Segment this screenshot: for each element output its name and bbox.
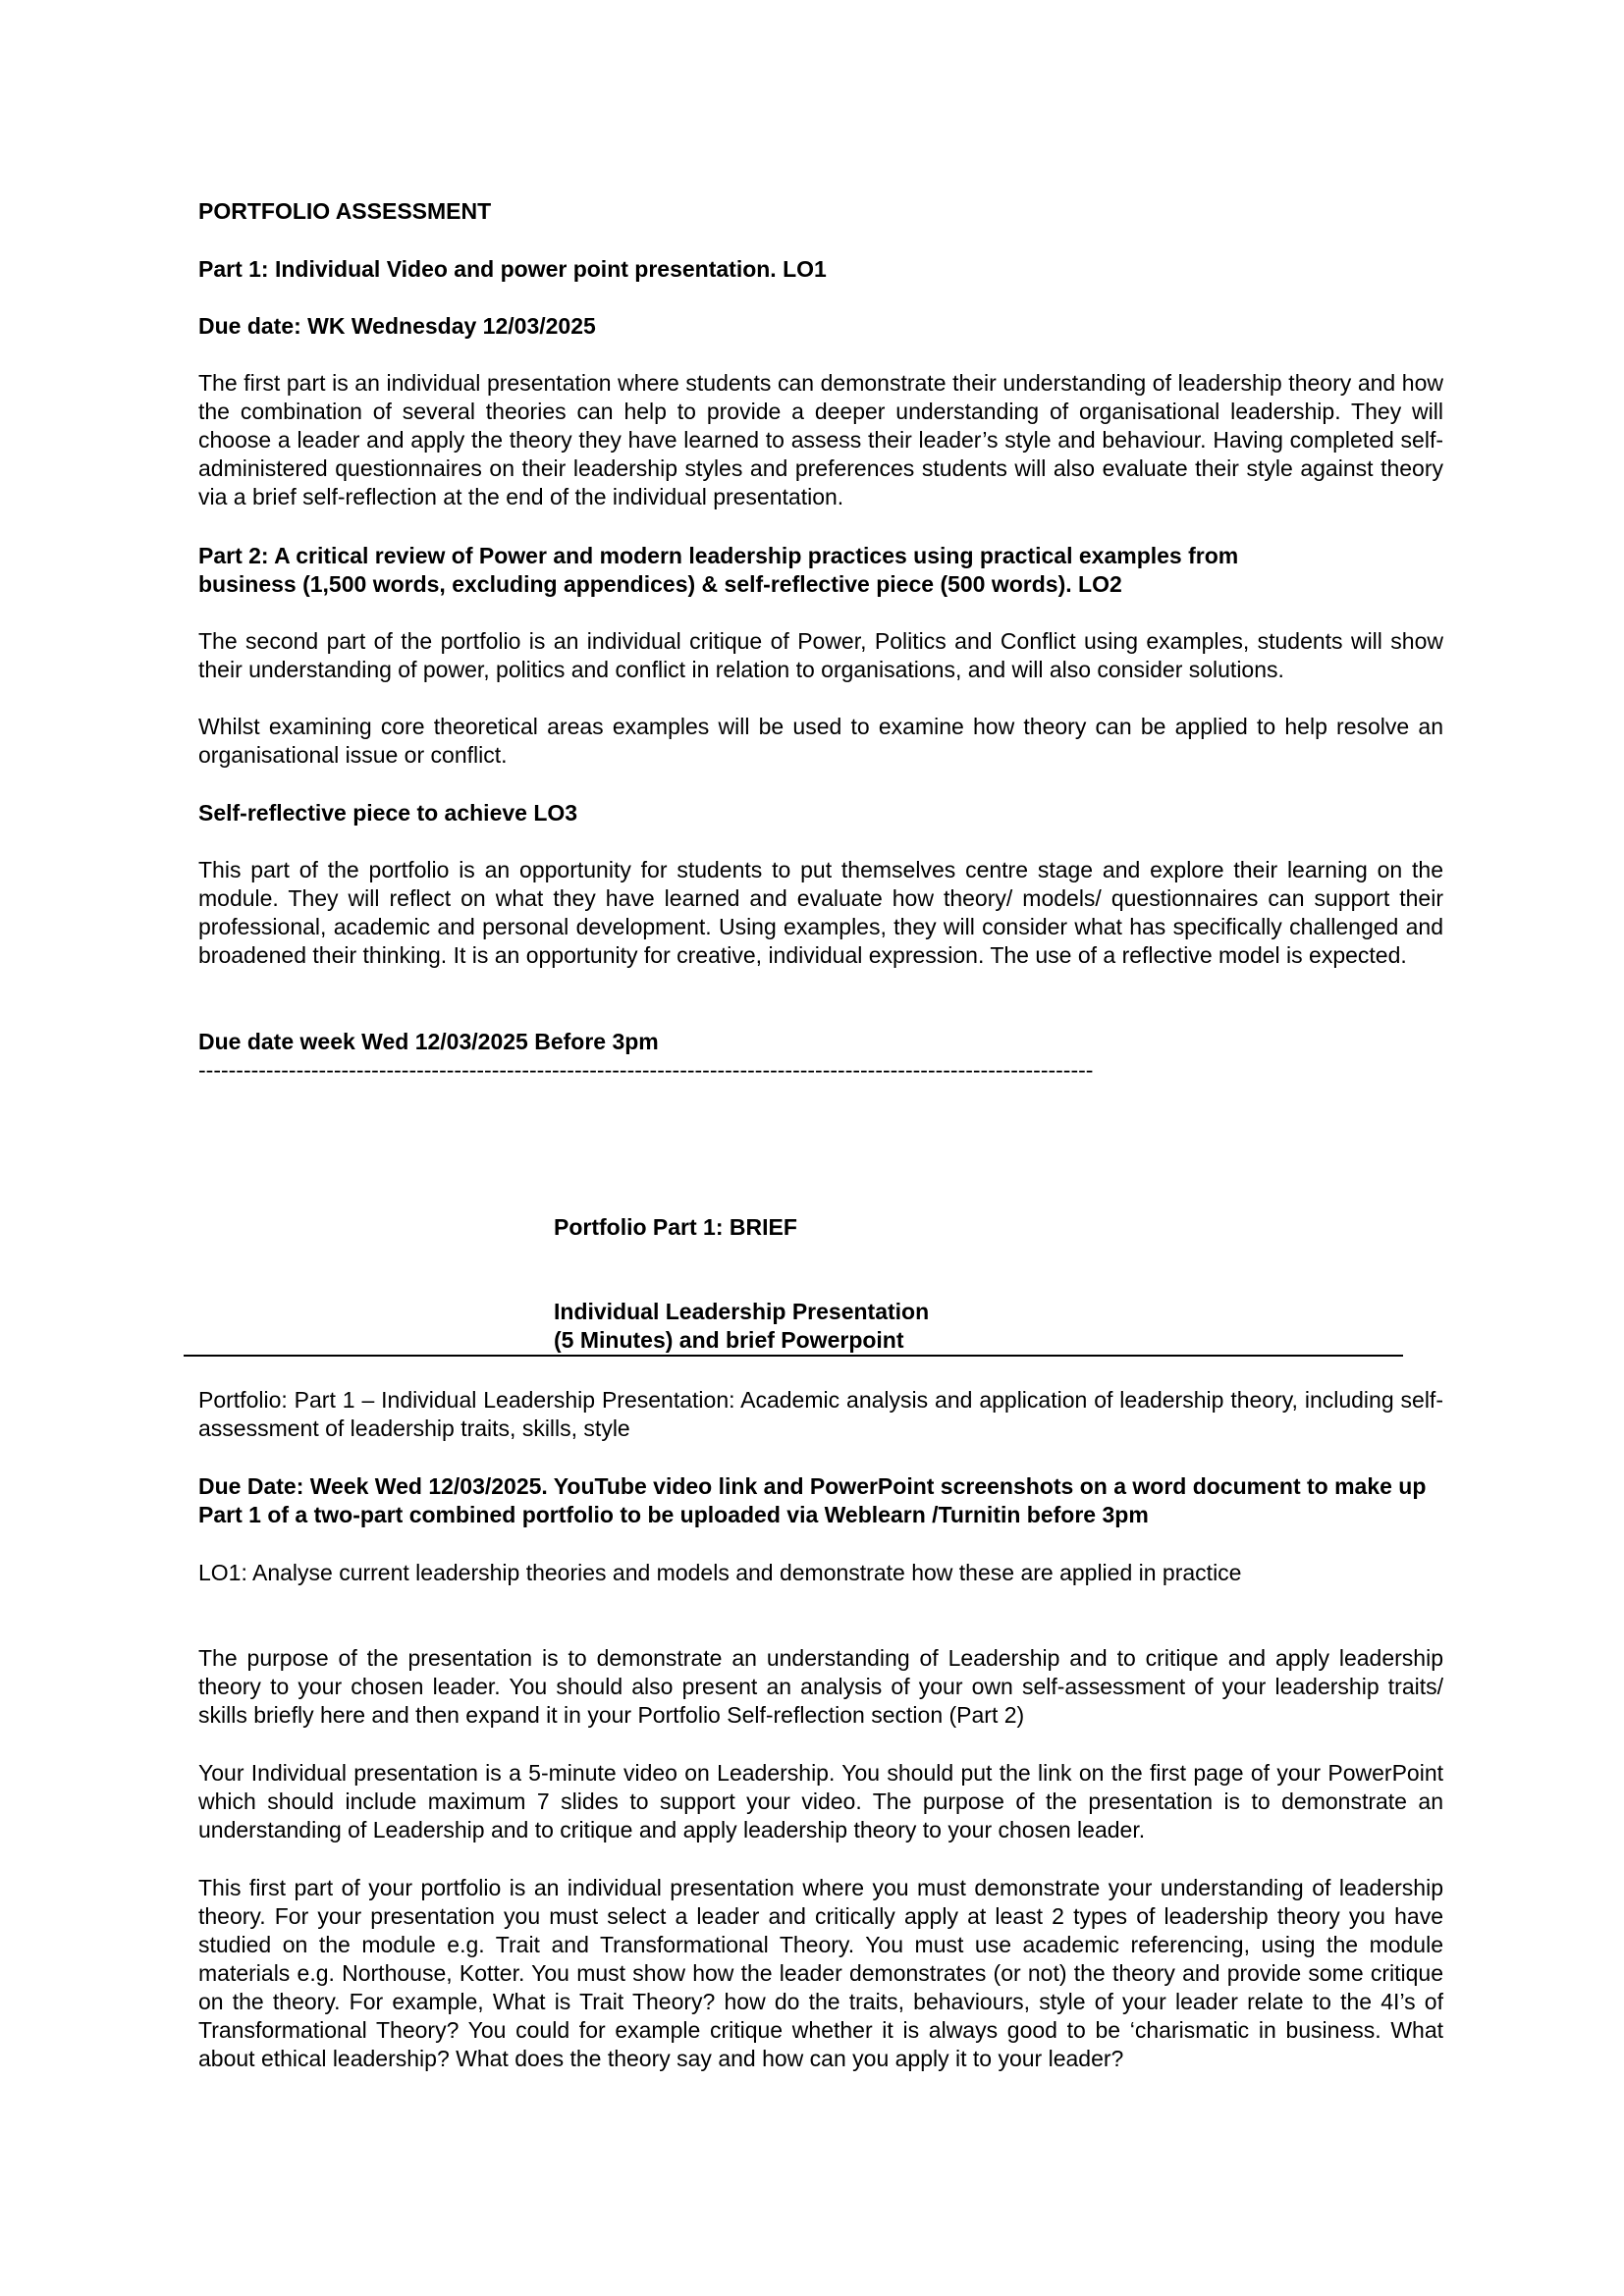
self-reflective-description: This part of the portfolio is an opportunity for students to put themselves centre stage and explore their learning on the module. They will reflect on what they have learned and evaluate how theory/ models/ questionnaires can support their professional, academic and personal development. Using examples, they will consider what has specifically challenged and broadened their thinking. It is an opportunity for creative, individual expression. The use of a reflective model is expected. bbox=[198, 857, 1443, 968]
part2-description-2: Whilst examining core theoretical areas examples will be used to examine how theory can be applied to help resolve an organisational issue or conflict. bbox=[198, 714, 1443, 768]
due-date-2: Due date week Wed 12/03/2025 Before 3pm bbox=[198, 1029, 659, 1054]
part2-title-line1: Part 2: A critical review of Power and modern leadership practices using practical examples from bbox=[198, 543, 1239, 568]
page-heading: PORTFOLIO ASSESSMENT bbox=[198, 198, 492, 224]
part2-title-line2: business (1,500 words, excluding appendices) & self-reflective piece (500 words). LO2 bbox=[198, 571, 1122, 597]
part2-description: The second part of the portfolio is an individual critique of Power, Politics and Conflict using examples, students will show their understanding of power, politics and conflict in relation to organisations, and will also consider solutions. bbox=[198, 628, 1443, 682]
part1-title: Part 1: Individual Video and power point presentation. LO1 bbox=[198, 256, 827, 282]
portfolio-part1-line: Portfolio: Part 1 – Individual Leadership Presentation: Academic analysis and application of leadership theory, including self-assessment of leadership traits, skills, style bbox=[198, 1387, 1443, 1441]
video-paragraph: Your Individual presentation is a 5-minute video on Leadership. You should put the link on the first page of your PowerPoint which should include maximum 7 slides to support your video. The purpose of the presentation is to demonstrate an understanding of Leadership and to critique and apply leadership theory to your chosen leader. bbox=[198, 1760, 1443, 1842]
self-reflective-title: Self-reflective piece to achieve LO3 bbox=[198, 800, 578, 826]
due-date-3: Due Date: Week Wed 12/03/2025. YouTube video link and PowerPoint screenshots on a word document to make up Part 1 of a two-part combined portfolio to be uploaded via Weblearn /Turnitin before 3pm bbox=[198, 1473, 1427, 1527]
brief-title: Portfolio Part 1: BRIEF bbox=[554, 1214, 797, 1240]
purpose-paragraph: The purpose of the presentation is to demonstrate an understanding of Leadership and to critique and apply leadership theory to your chosen leader. You should also present an analysis of your own self-assessment of your leadership traits/ skills briefly here and then expand it in your Portfolio Self-reflection section (Part 2) bbox=[198, 1645, 1443, 1728]
first-part-paragraph: This first part of your portfolio is an individual presentation where you must demonstrate your understanding of leadership theory. For your presentation you must select a leader and critically apply at least 2 types of leadership theory you have studied on the module e.g. Trait and Transformational Theory. You must use academic referencing, using the module materials e.g. Northouse, Kotter. You must show how the leader demonstrates (or not) the theory and provide some critique on the theory. For example, What is Trait Theory? how do the traits, behaviours, style of your leader relate to the 4I’s of Transformational Theory? You could for example critique whether it is always good to be ‘charismatic in business. What about ethical leadership? What does the theory say and how can you apply it to your leader? bbox=[198, 1875, 1443, 2071]
brief-subtitle-2: (5 Minutes) and brief Powerpoint bbox=[554, 1327, 904, 1353]
horizontal-rule bbox=[184, 1355, 1403, 1357]
lo1-line: LO1: Analyse current leadership theories and models and demonstrate how these are applied in practice bbox=[198, 1560, 1242, 1585]
due-date-1: Due date: WK Wednesday 12/03/2025 bbox=[198, 313, 596, 339]
brief-subtitle-1: Individual Leadership Presentation bbox=[554, 1299, 930, 1324]
separator-line: ----------------------------------------------------------------------------------------------------------------------- bbox=[198, 1057, 1094, 1083]
part1-description: The first part is an individual presentation where students can demonstrate their understanding of leadership theory and how the combination of several theories can help to provide a deeper understanding of organisational leadership. They will choose a leader and apply the theory they have learned to assess their leader’s style and behaviour. Having completed self-administered questionnaires on their leadership styles and preferences students will also evaluate their style against theory via a brief self-reflection at the end of the individual presentation. bbox=[198, 370, 1443, 509]
